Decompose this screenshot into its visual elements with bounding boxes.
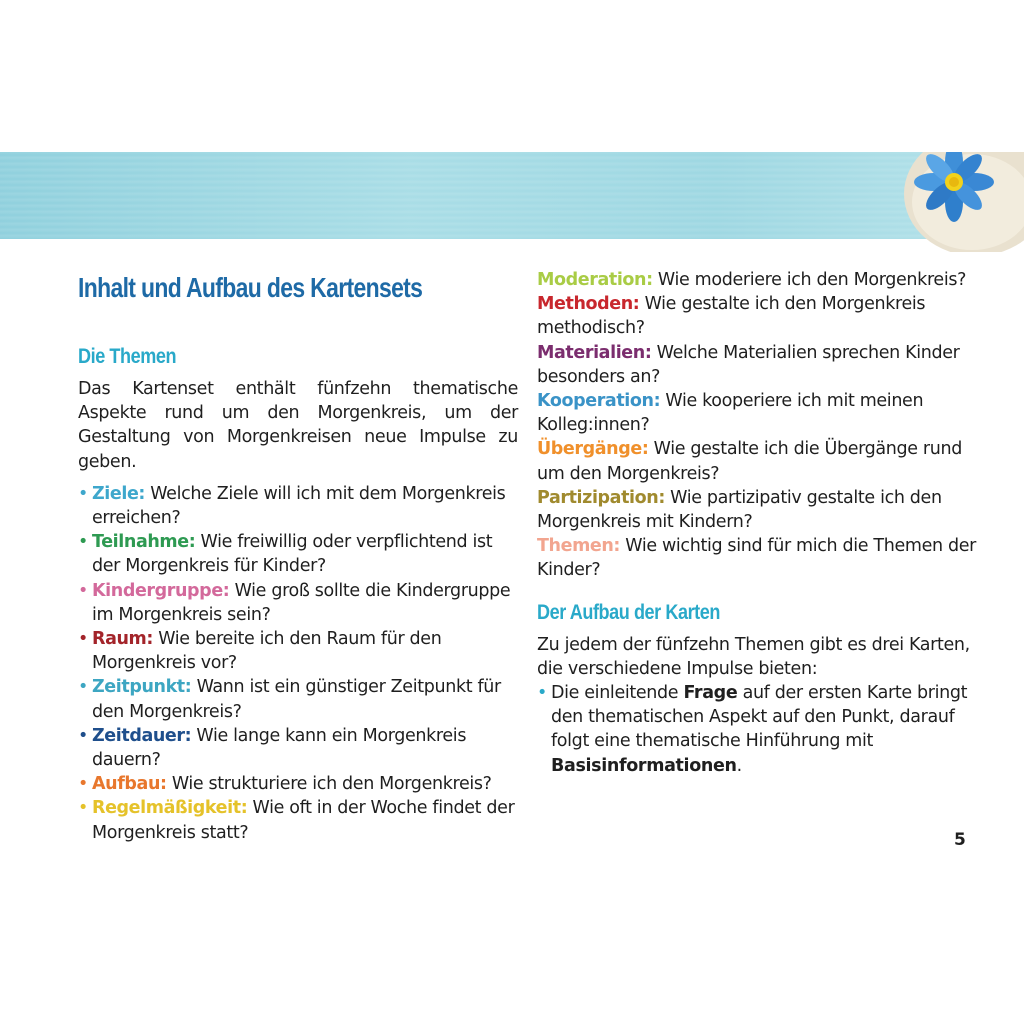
list-item <box>537 534 977 582</box>
topic-question: Wie freiwillig oder verpflichtend ist der Morgenkreis für Kinder? <box>92 532 493 577</box>
topic-question: Wie gestalte ich den Morgenkreis methodisch? <box>537 294 926 339</box>
list-item <box>537 681 977 778</box>
list-item <box>537 268 977 292</box>
topic-question: Wie kooperiere ich mit meinen Kolleg:innen? <box>537 391 924 436</box>
right-column <box>537 268 977 778</box>
aufbau-intro: Zu jedem der fünfzehn Themen gibt es drei Karten, die verschiedene Impulse bieten: <box>537 634 970 679</box>
topic-question: Welche Ziele will ich mit dem Morgenkreis erreichen? <box>92 483 506 529</box>
topic-term: Teilnahme: <box>92 532 196 553</box>
list-item <box>78 627 518 675</box>
list-item <box>537 486 977 534</box>
bullet: • <box>78 798 88 819</box>
page-number: 5 <box>954 830 966 850</box>
topic-term: Methoden: <box>537 294 640 315</box>
list-item <box>537 389 977 437</box>
topic-question: Wie gestalte ich die Übergänge rund um den Morgenkreis? <box>537 439 962 484</box>
list-item <box>537 341 977 389</box>
topic-term: Raum: <box>92 629 153 650</box>
bullet: • <box>78 629 88 650</box>
section-heading-aufbau: Der Aufbau der Karten <box>537 600 720 624</box>
topic-term: Zeitdauer: <box>92 725 192 746</box>
topic-term: Regelmäßigkeit: <box>92 798 248 819</box>
list-item-text: . <box>736 755 742 776</box>
topic-term: Aufbau: <box>92 774 167 795</box>
bullet: • <box>78 774 88 795</box>
bullet: • <box>537 683 547 704</box>
list-item <box>78 530 518 578</box>
topic-question: Wie oft in der Woche findet der Morgenkreis statt? <box>92 798 515 843</box>
list-item-bold: Frage <box>683 683 738 704</box>
left-column <box>78 268 518 845</box>
list-item <box>78 675 518 723</box>
topic-question: Wie moderiere ich den Morgenkreis? <box>652 270 967 290</box>
topic-term: Partizipation: <box>537 487 665 508</box>
topic-question: Wann ist ein günstiger Zeitpunkt für den Morgenkreis? <box>92 677 501 722</box>
topic-question: Wie strukturiere ich den Morgenkreis? <box>166 774 492 795</box>
list-item-text: auf der ersten Karte bringt den thematischen Aspekt auf den Punkt, darauf folgt eine thematische Hinführung mit <box>551 683 968 752</box>
page-title: Inhalt und Aufbau des Kartensets <box>78 272 423 303</box>
list-item <box>78 482 518 530</box>
list-item-bold: Basisinformationen <box>551 755 737 776</box>
bullet: • <box>78 532 88 553</box>
topic-question: Wie lange kann ein Morgenkreis dauern? <box>92 725 467 771</box>
topic-question: Welche Materialien sprechen Kinder besonders an? <box>537 342 960 387</box>
aufbau-list <box>537 681 977 778</box>
section-heading-themen: Die Themen <box>78 345 177 368</box>
list-item <box>78 724 518 772</box>
topic-question: Wie bereite ich den Raum für den Morgenkreis vor? <box>92 629 442 674</box>
topic-term: Zeitpunkt: <box>92 677 192 698</box>
bullet: • <box>78 677 88 698</box>
topic-term: Materialien: <box>537 342 652 363</box>
topic-term: Kooperation: <box>537 391 661 412</box>
topic-term: Ziele: <box>92 483 146 504</box>
topic-question: Wie groß sollte die Kindergruppe im Morgenkreis sein? <box>92 580 511 625</box>
list-item <box>537 437 977 485</box>
topic-term: Übergänge: <box>537 439 649 460</box>
bullet: • <box>78 483 88 504</box>
bullet: • <box>78 580 88 601</box>
topic-question: Wie partizipativ gestalte ich den Morgenkreis mit Kindern? <box>537 487 942 533</box>
list-item-text: Die einleitende <box>551 683 684 704</box>
themen-list <box>78 482 518 845</box>
list-item <box>78 772 518 796</box>
list-item <box>78 579 518 627</box>
themen-list-continued <box>537 268 977 583</box>
list-item <box>537 292 977 340</box>
topic-question: Wie wichtig sind für mich die Themen der Kinder? <box>537 536 976 581</box>
themen-intro: Das Kartenset enthält fünfzehn thematische Aspekte rund um den Morgenkreis, um der Gestaltung von Morgenkreisen neue Impulse zu geben. <box>78 379 518 472</box>
header-banner <box>0 152 1024 239</box>
topic-term: Themen: <box>537 536 621 557</box>
list-item <box>78 796 518 844</box>
topic-term: Moderation: <box>537 270 653 290</box>
topic-term: Kindergruppe: <box>92 580 230 601</box>
blue-flower-on-stone-icon <box>884 152 1024 252</box>
bullet: • <box>78 725 88 746</box>
